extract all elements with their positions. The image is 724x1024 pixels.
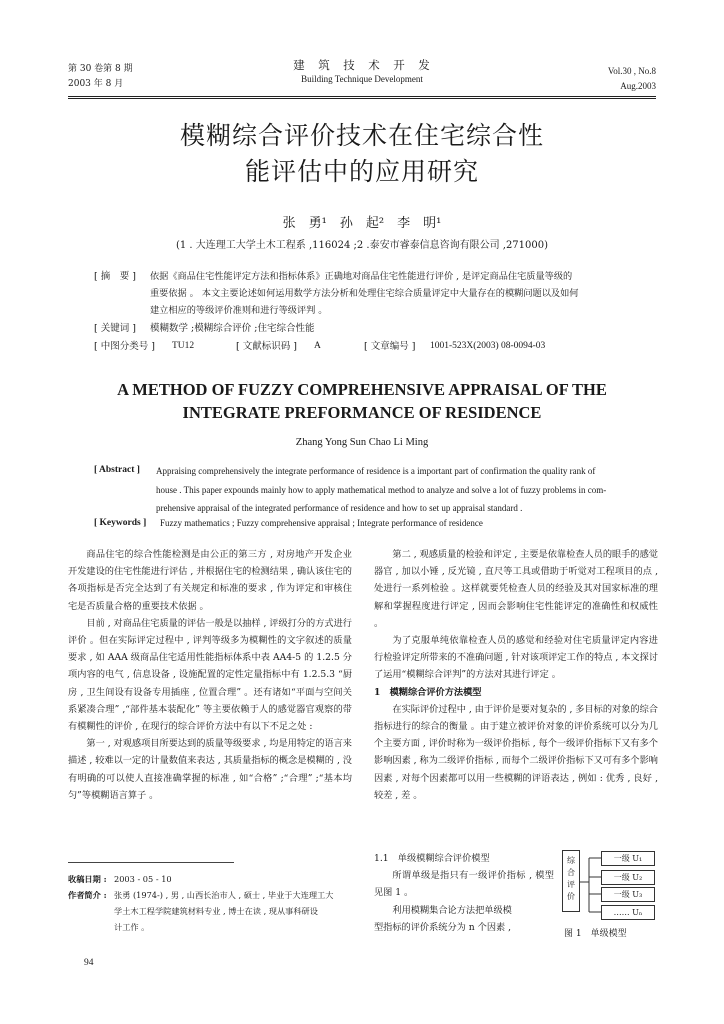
abstract-cn-label: [ 摘 要 ] xyxy=(94,271,136,282)
doc-code-label: [ 文献标识码 ] xyxy=(236,341,297,352)
right-paragraph-4c: 型指标的评价系统分为 n 个因素 , xyxy=(374,921,512,933)
abstract-cn-line1: 依据《商品住宅性能评定方法和指标体系》正确地对商品住宅性能进行评价 , 是评定商品住宅质量等级的 xyxy=(150,271,573,282)
figure-item-2: 一级 U₂ xyxy=(601,870,655,885)
received-date: 2003 - 05 - 10 xyxy=(114,874,172,884)
abstract-en-line2: house . This paper expounds mainly how to apply mathematical method to analyze and solve a lot of fuzzy problems in com- xyxy=(156,484,607,495)
author-info-line1: 张勇 (1974-) , 男 , 山西长治市人 , 硕士 , 毕业于大连理工大 xyxy=(114,890,334,900)
journal-date-en: Aug.2003 xyxy=(620,81,656,91)
figure-caption: 图 1 单级模型 xyxy=(564,929,627,939)
received-label: 收稿日期 : xyxy=(68,874,107,884)
header-rule-second xyxy=(68,98,656,99)
title-en-line1: A METHOD OF FUZZY COMPREHENSIVE APPRAISAL OF THE xyxy=(117,380,607,399)
figure-item-3: 一级 U₃ xyxy=(601,887,655,902)
right-paragraph-2: 为了克服单纯依靠检查人员的感觉和经验对住宅质量评定内容进行检验评定所带来的不准确问题 , 针对该项评定工作的特点 , 本文探讨了运用“模糊综合评判”的方法对其进行评定 。 xyxy=(374,635,658,681)
keywords-cn: 模糊数学 ;模糊综合评价 ;住宅综合性能 xyxy=(150,323,315,334)
figure-root-box xyxy=(562,850,580,912)
title-cn-line1: 模糊综合评价技术在住宅综合性 xyxy=(179,121,544,150)
right-column xyxy=(374,546,658,804)
right-paragraph-3: 在实际评价过程中 , 由于评价是要对复杂的 , 多目标的对象的综合指标进行的综合的衡量 。由于建立被评价对象的评价系统可以分为几个主要方面 , 评价时称为一级评价指标 , 每个一级评价指标下又有多个影响因素 , 称为二级评价指标 , 而每个二级评价指标下又可有多个影响因素 , 对每个因素都可以用一些模糊的评语表达 , 例如 : 优秀 , 良好 , 较差 , 差 。 xyxy=(374,703,658,801)
abstract-en xyxy=(156,462,656,518)
title-en-line2: INTEGRATE PREFORMANCE OF RESIDENCE xyxy=(182,403,542,422)
abstract-en-line1: Appraising comprehensively the integrate performance of residence is a important part of confirmation the quality rank of xyxy=(156,466,596,476)
author-info-line2: 学土木工程学院建筑材料专业 , 博士在读 , 现从事科研设 xyxy=(114,906,318,916)
doc-code-value: A xyxy=(314,341,321,351)
page-number: 94 xyxy=(84,958,94,968)
author-info-label: 作者简介 : xyxy=(68,890,107,900)
figure-item-n: …… Uₙ xyxy=(601,905,655,920)
left-column xyxy=(68,546,352,804)
clc-label: [ 中图分类号 ] xyxy=(94,341,155,352)
author-info-line3: 计工作 。 xyxy=(114,922,150,932)
clc-value: TU12 xyxy=(172,341,195,351)
journal-volume-issue: 第 30 卷第 8 期 xyxy=(68,64,133,74)
figure-root-label: 综合评价 xyxy=(567,856,575,901)
journal-date: 2003 年 8 月 xyxy=(68,79,124,89)
right-paragraph-4b: 利用模糊集合论方法把单级模 xyxy=(392,904,512,916)
abstract-cn-line2: 重要依据 。 本文主要论述如何运用数学方法分析和处理住宅综合质量评定中大量存在的模糊问题以及如何 xyxy=(150,288,579,299)
left-paragraph-3: 第一 , 对观感项目所要达到的质量等级要求 , 均是用特定的语言来描述 , 较难以一定的计量数值来表达 , 其质量指标的概念是模糊的 , 没有明确的可以使人直接准确掌握的标准 , 如“合格” ;“合理” ;“基本均匀”等模糊语言算子 。 xyxy=(68,738,352,801)
authors-en: Zhang Yong Sun Chao Li Ming xyxy=(295,437,429,448)
journal-name-en: Building Technique Development xyxy=(301,74,423,84)
figure-connector-lines xyxy=(579,850,601,920)
authors-cn: 张 勇¹ 孙 起² 李 明¹ xyxy=(282,216,442,231)
right-paragraph-1: 第二 , 观感质量的检验和评定 , 主要是依靠检查人员的眼手的感觉器官 , 加以小锤 , 反光镜 , 直尺等工具或借助于听觉对工程项目的点 , 处进行一系列检验 。这样就要凭检查人员的经验及其对国家标准的理解和掌握程度进行评定 , 因而会影响住宅性能评定的准确性和权威性 。 xyxy=(374,549,658,629)
footnote-rule xyxy=(68,862,234,863)
journal-volume-en: Vol.30 , No.8 xyxy=(607,66,656,76)
keywords-en-label: [ Keywords ] xyxy=(94,518,147,528)
figure-item-1: 一级 U₁ xyxy=(601,851,655,866)
article-no-value: 1001-523X(2003) 08-0094-03 xyxy=(430,341,546,351)
section-heading-1: 1 模糊综合评价方法模型 xyxy=(374,686,482,698)
abstract-en-line3: prehensive appraisal of the integrated performance of residence and how to set up appraisal standard . xyxy=(156,503,523,513)
left-paragraph-1: 商品住宅的综合性能检测是由公正的第三方 , 对房地产开发企业开发建设的住宅性能进行评估 , 并根据住宅的检测结果 , 确认该住宅的各项指标是否完全达到了有关规定和标准的要求 , 作为评定和审核住宅是否质量合格的重要技术依据 。 xyxy=(68,549,352,612)
right-paragraph-4a: 所谓单级是指只有一级评价指标 , 模型见图 1 。 xyxy=(374,870,554,899)
keywords-cn-label: [ 关键词 ] xyxy=(94,323,136,334)
abstract-cn xyxy=(150,268,658,319)
left-paragraph-2: 目前 , 对商品住宅质量的评估一般是以抽样 , 评级打分的方式进行评价 。但在实际评定过程中 , 评判等级多为模糊性的文字叙述的质量要求 , 如 AAA 级商品住宅适用性能指标体系中表 AA4-5 的 1.2.5 分项内容的电气 , 信息设备 , 设施配置的定性定量指标中有 1.2.5.3 “厨房 , 卫生间设有设备专用插座 , 位置合理” 。还有诸如“平面与空间关系紧凑合理” ,“部件基本装配化” 等主要依赖于人的感觉器官观察的带有模糊性的评价 , 在现行的综合评价方法中有以下不足之处 : xyxy=(68,617,352,733)
journal-name-cn: 建 筑 技 术 开 发 xyxy=(293,58,431,72)
abstract-cn-line3: 建立相应的等级评价准则和进行等级评判 。 xyxy=(150,305,328,316)
abstract-en-label: [ Abstract ] xyxy=(94,465,140,475)
right-column-lower xyxy=(374,850,554,936)
article-no-label: [ 文章编号 ] xyxy=(364,341,416,352)
title-cn-line2: 能评估中的应用研究 xyxy=(244,157,479,186)
affiliation-cn: (1 . 大连理工大学土木工程系 ,116024 ;2 .泰安市睿泰信息咨询有限公司 ,271000) xyxy=(175,240,549,251)
header-rule xyxy=(68,96,656,97)
keywords-en: Fuzzy mathematics ; Fuzzy comprehensive appraisal ; Integrate performance of residence xyxy=(160,518,483,528)
section-heading-1-1: 1.1 单级模糊综合评价模型 xyxy=(374,853,490,864)
